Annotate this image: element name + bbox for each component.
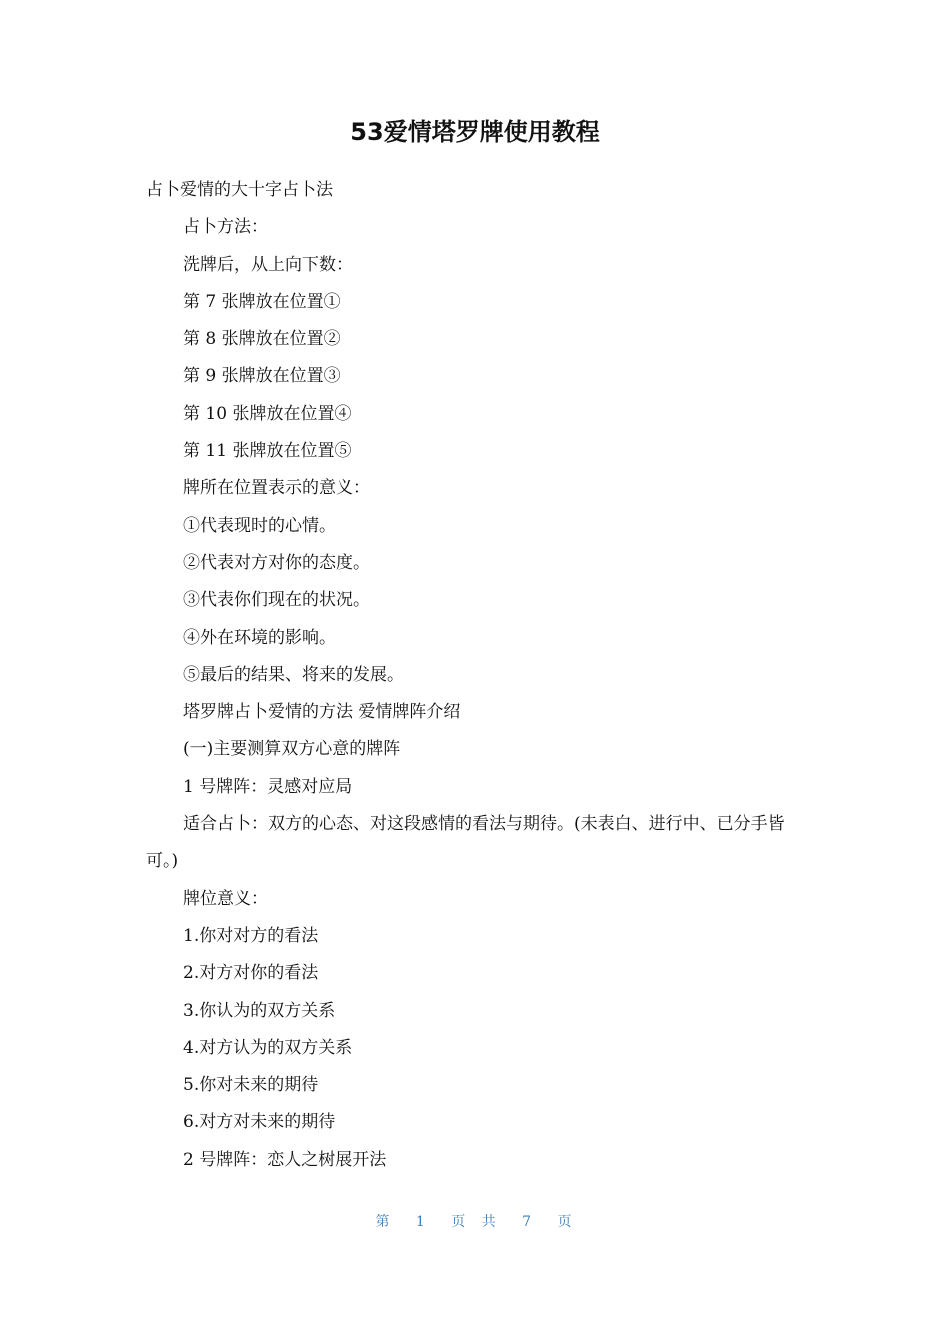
paragraph: ②代表对方对你的态度。	[183, 552, 370, 573]
document-body	[146, 172, 810, 1179]
paragraph: 洗牌后，从上向下数：	[183, 254, 353, 275]
section-heading: 占卜爱情的大十字占卜法	[146, 180, 333, 200]
list-item: 5.你对未来的期待	[183, 1075, 319, 1096]
paragraph: 塔罗牌占卜爱情的方法 爱情牌阵介绍	[183, 702, 461, 723]
paragraph: 占卜方法：	[183, 217, 268, 238]
footer-word-page: 第	[375, 1214, 393, 1230]
paragraph: (一)主要测算双方心意的牌阵	[183, 739, 401, 760]
paragraph: 牌所在位置表示的意义：	[183, 478, 370, 499]
list-item: 2.对方对你的看法	[183, 963, 319, 984]
list-item: 6.对方对未来的期待	[183, 1112, 336, 1133]
document-title: 53爱情塔罗牌使用教程	[350, 118, 600, 146]
current-page-number: 1	[415, 1214, 428, 1230]
paragraph: ③代表你们现在的状况。	[183, 590, 370, 611]
paragraph: 适合占卜：双方的心态、对这段感情的看法与期待。(未表白、进行中、已分手皆可。)	[146, 814, 785, 872]
footer-word-of: 页 共	[451, 1214, 499, 1230]
footer-word-pages: 页	[557, 1214, 575, 1230]
list-item: 4.对方认为的双方关系	[183, 1037, 353, 1058]
paragraph: ①代表现时的心情。	[183, 515, 336, 536]
paragraph: 1 号牌阵：灵感对应局	[183, 776, 353, 797]
paragraph: 第 11 张牌放在位置⑤	[183, 441, 352, 462]
paragraph: ⑤最后的结果、将来的发展。	[183, 664, 404, 685]
paragraph: 第 7 张牌放在位置①	[183, 291, 341, 312]
paragraph: 第 9 张牌放在位置③	[183, 366, 341, 387]
list-item: 3.你认为的双方关系	[183, 1000, 336, 1021]
paragraph: 第 10 张牌放在位置④	[183, 403, 352, 424]
page-footer	[0, 1210, 950, 1234]
paragraph: 第 8 张牌放在位置②	[183, 329, 341, 350]
paragraph: 2 号牌阵：恋人之树展开法	[183, 1149, 387, 1170]
paragraph: 牌位意义：	[183, 888, 268, 909]
total-pages-number: 7	[522, 1214, 535, 1230]
paragraph: ④外在环境的影响。	[183, 627, 336, 648]
list-item: 1.你对对方的看法	[183, 925, 319, 946]
